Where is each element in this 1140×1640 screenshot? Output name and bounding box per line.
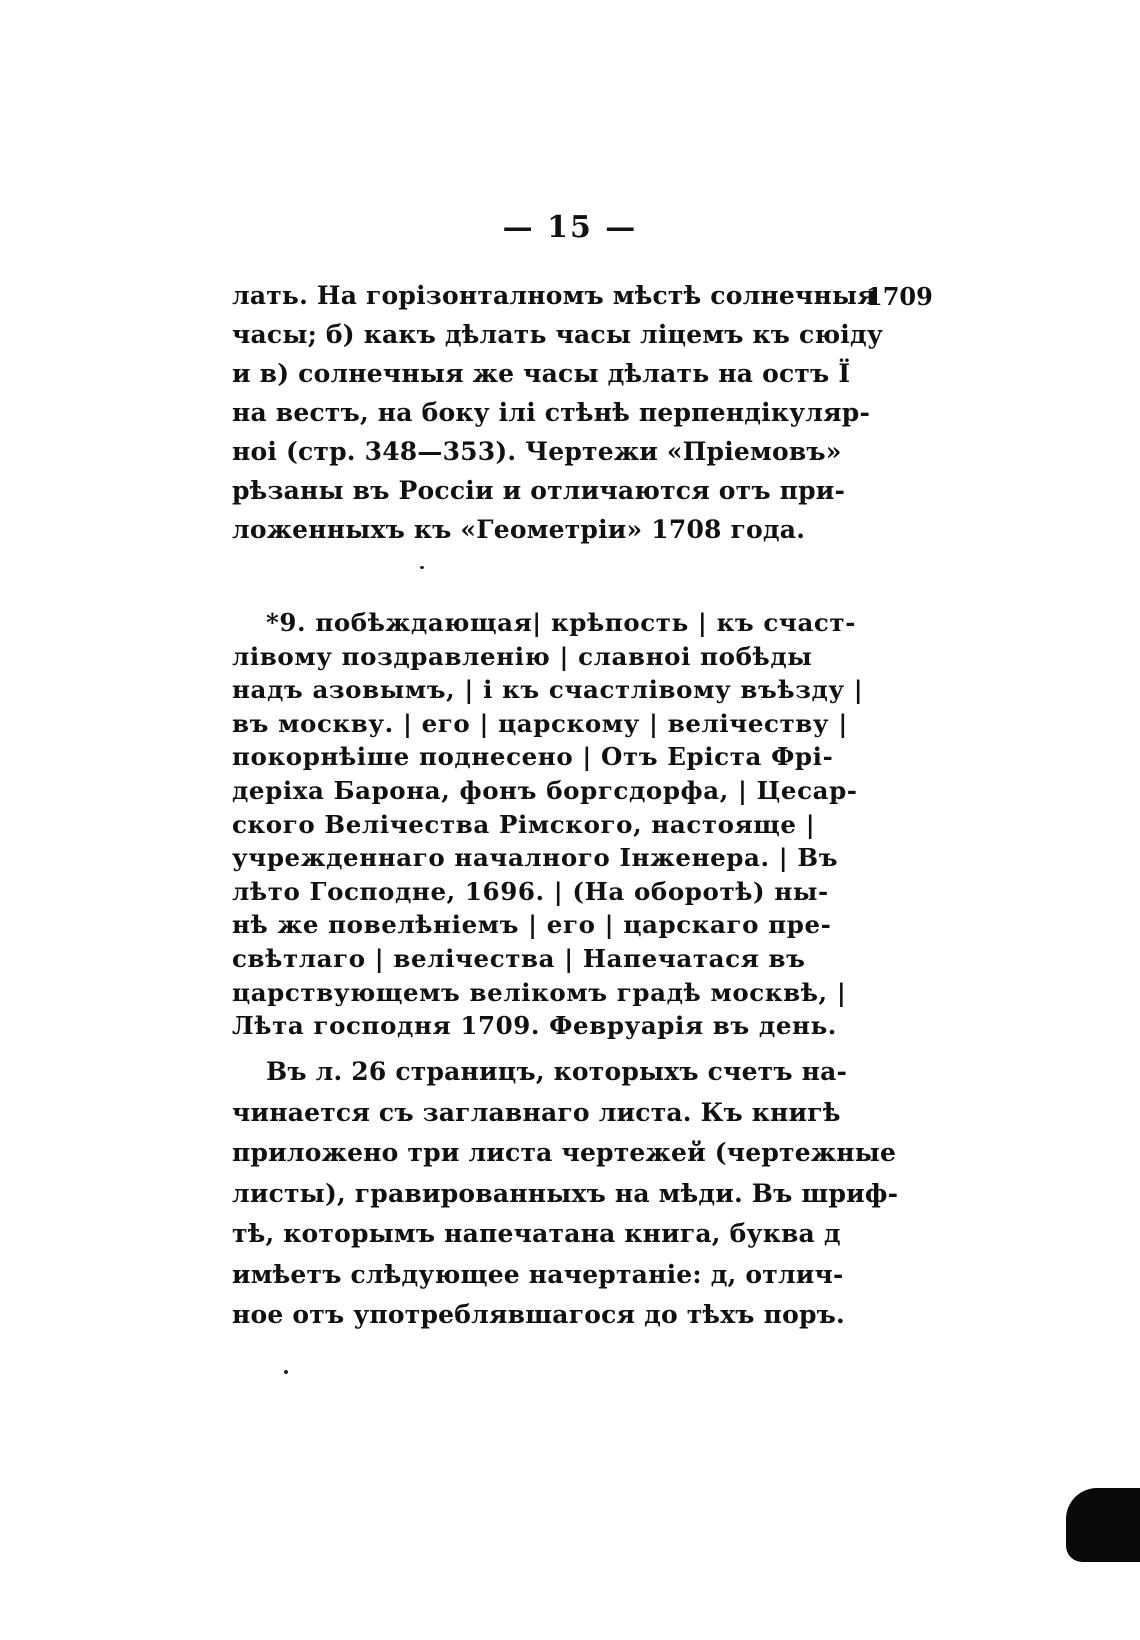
text-line: имѣетъ слѣдующее начертаніе: д, отлич-	[232, 1259, 844, 1289]
text-line: лать. На горізонталномъ мѣстѣ солнечныя	[232, 281, 876, 310]
text-line: нѣ же повелѣніемъ | его | царскаго пре-	[232, 910, 832, 940]
text-line: и в) солнечныя же часы дѣлать на остъ Ї	[232, 359, 851, 388]
text-line: Въ л. 26 страницъ, которыхъ счетъ на-	[266, 1057, 848, 1086]
paragraph-continuation	[232, 276, 884, 549]
text-line: листы), гравированныхъ на мѣди. Въ шриф-	[232, 1178, 899, 1208]
ink-speck	[420, 566, 424, 569]
text-line: свѣтлаго | велічества | Напечатася въ	[232, 943, 806, 973]
text-line: ложенныхъ къ «Геометріи» 1708 года.	[232, 515, 806, 544]
text-line: чинается съ заглавнаго листа. Къ книгѣ	[232, 1097, 841, 1127]
text-line: *9. побѣждающая| крѣпость | къ счаст-	[266, 608, 856, 637]
text-line: въ москву. | его | царскому | велічеству |	[232, 708, 848, 738]
text-line: учрежденнаго началного Інженера. | Въ	[232, 843, 839, 873]
text-line: Лѣта господня 1709. Февруарія въ день.	[232, 1011, 837, 1041]
text-line: покорнѣіше поднесено | Отъ Еріста Фрі-	[232, 742, 834, 772]
text-line: ского Велічества Рімского, настояще |	[232, 809, 816, 839]
entry-9-description	[232, 1052, 899, 1336]
ink-speck	[284, 1370, 288, 1374]
page-number: — 15 —	[502, 210, 638, 245]
entry-9-title	[232, 606, 864, 1043]
text-line: на вестъ, на боку ілі стѣнѣ перпендікуляр-	[232, 398, 871, 427]
text-line: лівому поздравленію | славноі побѣды	[232, 641, 813, 671]
text-line: тѣ, которымъ напечатана книга, буква д	[232, 1219, 841, 1248]
scan-edge-blot	[1066, 1488, 1140, 1562]
text-line: часы; б) какъ дѣлать часы ліцемъ къ сюіду	[232, 320, 884, 349]
text-line: приложено три листа чертежей (чертежные	[232, 1138, 897, 1167]
text-line: царствующемъ велікомъ градѣ москвѣ, |	[232, 977, 847, 1007]
text-line: надъ азовымъ, | і къ счастлівому въѣзду |	[232, 675, 864, 705]
text-line: ноі (стр. 348—353). Чертежи «Пріемовъ»	[232, 437, 842, 466]
text-line: деріха Барона, фонъ боргсдорфа, | Цесар-	[232, 775, 858, 805]
text-line: лѣто Господне, 1696. | (На оборотѣ) ны-	[232, 876, 829, 906]
text-line: рѣзаны въ Россіи и отличаются отъ при-	[232, 476, 846, 505]
margin-year: 1709	[866, 282, 933, 311]
text-line: ное отъ употреблявшагося до тѣхъ поръ.	[232, 1300, 845, 1329]
